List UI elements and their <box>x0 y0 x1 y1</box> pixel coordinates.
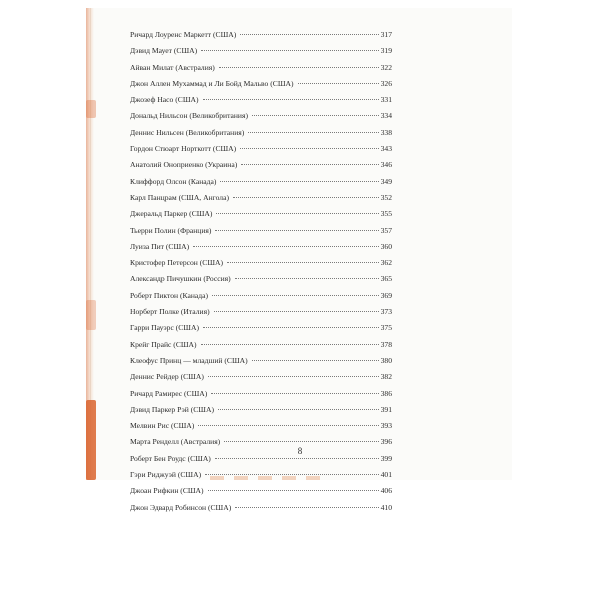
dot-leader <box>240 24 378 35</box>
toc-entry-title: Александр Пичушкин (Россия) <box>130 274 231 284</box>
toc-entry-page: 378 <box>380 339 392 349</box>
toc-entry-title: Гарри Пауэрс (США) <box>130 323 199 333</box>
dot-leader <box>235 497 378 508</box>
toc-entry-page: 357 <box>380 225 392 235</box>
dot-leader <box>205 464 379 475</box>
dot-leader <box>193 236 378 247</box>
toc-entry-title: Крейг Прайс (США) <box>130 339 197 349</box>
dot-leader <box>219 57 379 68</box>
toc-entry-page: 386 <box>380 388 392 398</box>
dot-leader <box>298 73 379 84</box>
toc-entry-page: 346 <box>380 160 392 170</box>
toc-entry-title: Дэвид Паркер Рэй (США) <box>130 404 214 414</box>
toc-entry-title: Мелвин Рис (США) <box>130 421 195 431</box>
toc-entry-page: 401 <box>380 470 392 480</box>
toc-entry-title: Дональд Нильсон (Великобритания) <box>130 111 248 121</box>
table-of-contents <box>130 26 392 515</box>
toc-entry-title: Клеофус Принц — младший (США) <box>130 355 248 365</box>
toc-entry-page: 343 <box>380 144 392 154</box>
toc-entry-page: 373 <box>380 307 392 317</box>
toc-entry-page: 360 <box>380 241 392 251</box>
toc-entry-page: 393 <box>380 421 392 431</box>
toc-entry-page: 410 <box>380 502 392 512</box>
dot-leader <box>215 220 378 231</box>
toc-entry-page: 375 <box>380 323 392 333</box>
toc-entry-page: 326 <box>380 78 392 88</box>
toc-entry-page: 338 <box>380 127 392 137</box>
toc-entry-page: 334 <box>380 111 392 121</box>
toc-entry-title: Джозеф Насо (США) <box>130 95 199 105</box>
dot-leader <box>208 366 379 377</box>
toc-entry-page: 362 <box>380 258 392 268</box>
dot-leader <box>218 399 379 410</box>
dot-leader <box>208 480 379 491</box>
toc-entry-page: 319 <box>380 46 392 56</box>
toc-entry-title: Джеральд Паркер (США) <box>130 209 213 219</box>
toc-entry-page: 391 <box>380 404 392 414</box>
dot-leader <box>233 187 379 198</box>
toc-entry-title: Анатолий Оноприенко (Украина) <box>130 160 238 170</box>
dot-leader <box>203 317 379 328</box>
dot-leader <box>216 203 378 214</box>
toc-entry-page: 355 <box>380 209 392 219</box>
dot-leader <box>203 89 379 100</box>
toc-entry-page: 365 <box>380 274 392 284</box>
toc-entry-page: 406 <box>380 486 392 496</box>
dot-leader <box>235 268 379 279</box>
toc-entry-page: 380 <box>380 355 392 365</box>
toc-entry-page: 322 <box>380 62 392 72</box>
dot-leader <box>224 431 378 442</box>
toc-entry-title: Гэри Риджуэй (США) <box>130 470 202 480</box>
dot-leader <box>252 105 379 116</box>
dot-leader <box>211 383 378 394</box>
edge-blot <box>86 300 96 330</box>
page-number: 8 <box>297 446 303 456</box>
toc-entry-title: Марта Ренделл (Австралия) <box>130 437 221 447</box>
toc-entry-title: Джон Аллен Мухаммад и Ли Бойд Мальво (США) <box>130 78 294 88</box>
toc-entry-page: 317 <box>380 30 392 39</box>
toc-entry-title: Айван Милат (Австралия) <box>130 62 215 72</box>
toc-entry-title: Деннис Нильсен (Великобритания) <box>130 127 245 137</box>
toc-entry-title: Роберт Бен Роудс (США) <box>130 453 211 463</box>
edge-blot <box>86 100 96 118</box>
toc-entry-page: 352 <box>380 192 392 202</box>
toc-entry <box>130 499 392 515</box>
toc-entry-title: Джоан Рифкин (США) <box>130 486 204 496</box>
toc-entry-title: Роберт Пиктон (Канада) <box>130 290 209 300</box>
edge-blot <box>86 400 96 480</box>
toc-entry-page: 331 <box>380 95 392 105</box>
dot-leader <box>214 301 379 312</box>
toc-entry-title: Деннис Рейдер (США) <box>130 372 204 382</box>
toc-entry-page: 349 <box>380 176 392 186</box>
dot-leader <box>201 334 379 345</box>
dot-leader <box>240 138 378 149</box>
dot-leader <box>198 415 378 426</box>
dot-leader <box>241 154 378 165</box>
toc-entry-title: Дэвид Маует (США) <box>130 46 198 56</box>
toc-entry-title: Карл Панцрам (США, Ангола) <box>130 192 229 202</box>
dot-leader <box>201 40 378 51</box>
toc-entry-page: 396 <box>380 437 392 447</box>
toc-entry-title: Ричард Рамирес (США) <box>130 388 208 398</box>
toc-entry-title: Ричард Лоуренс Маркетт (США) <box>130 30 237 39</box>
toc-entry-page: 369 <box>380 290 392 300</box>
toc-entry-page: 399 <box>380 453 392 463</box>
toc-entry-title: Норберт Полке (Италия) <box>130 307 210 317</box>
toc-entry-title: Клиффорд Олсон (Канада) <box>130 176 217 186</box>
toc-entry-page: 382 <box>380 372 392 382</box>
toc-entry-title: Джон Эдвард Робинсон (США) <box>130 502 232 512</box>
toc-entry-title: Тьерри Полин (Франция) <box>130 225 212 235</box>
dot-leader <box>212 285 379 296</box>
toc-entry-title: Луиза Пит (США) <box>130 241 190 251</box>
toc-entry-title: Гордон Стюарт Норткотт (США) <box>130 144 237 154</box>
dot-leader <box>248 122 378 133</box>
dot-leader <box>220 171 378 182</box>
dot-leader <box>252 350 379 361</box>
toc-entry-title: Кристофер Петерсон (США) <box>130 258 224 268</box>
dot-leader <box>227 252 379 263</box>
